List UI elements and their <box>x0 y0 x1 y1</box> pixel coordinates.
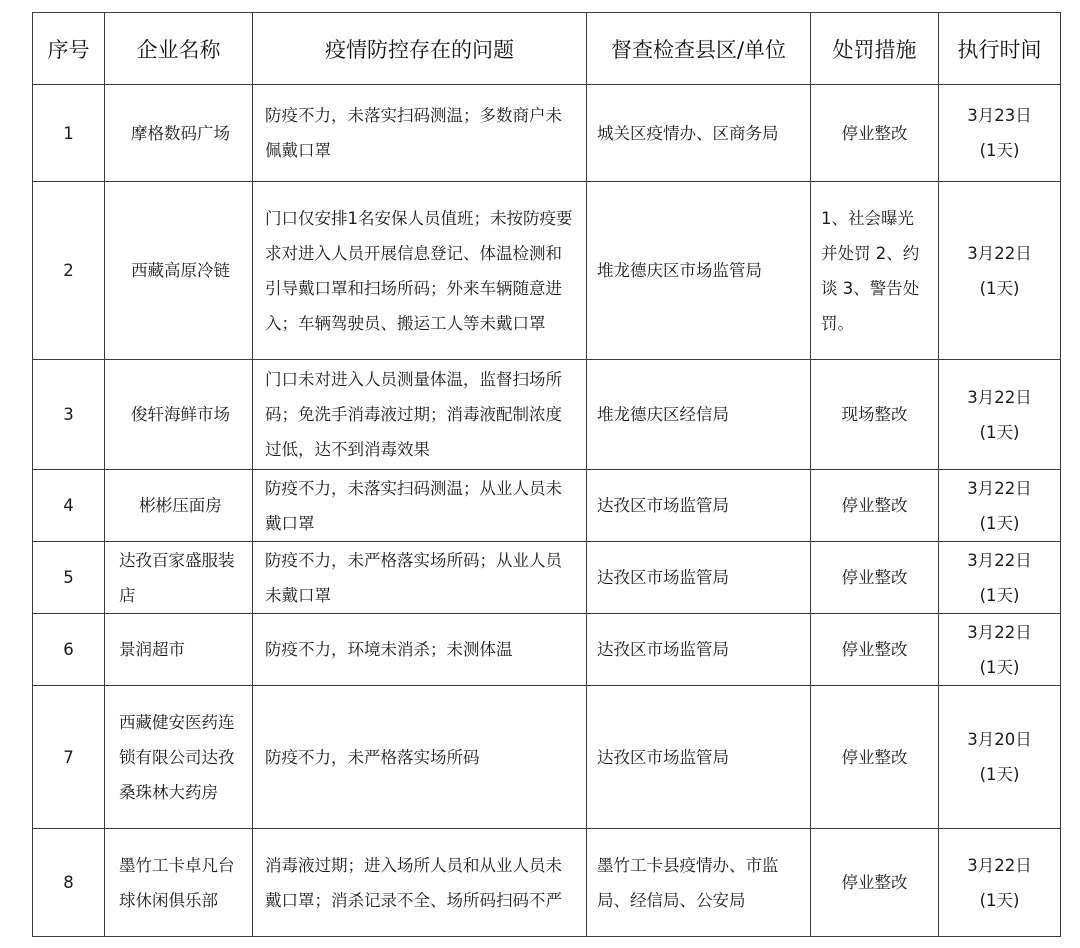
row-dept: 达孜区市场监管局 <box>587 614 811 686</box>
row-time <box>939 182 1061 360</box>
row-duration: (1天) <box>979 585 1020 605</box>
row-time <box>939 360 1061 470</box>
row-time <box>939 470 1061 542</box>
table-row <box>33 360 1061 470</box>
row-dept: 达孜区市场监管局 <box>587 542 811 614</box>
row-date: 3月22日 <box>967 243 1032 263</box>
row-dept: 达孜区市场监管局 <box>587 470 811 542</box>
row-issue: 防疫不力，环境未消杀；未测体温 <box>253 614 587 686</box>
row-dept: 墨竹工卡县疫情办、市监局、经信局、公安局 <box>587 829 811 937</box>
row-time <box>939 85 1061 182</box>
row-date: 3月22日 <box>967 622 1032 642</box>
header-company: 企业名称 <box>105 13 253 85</box>
table-row <box>33 182 1061 360</box>
row-no: 5 <box>33 542 105 614</box>
row-duration: (1天) <box>979 513 1020 533</box>
row-company: 俊轩海鲜市场 <box>105 360 253 470</box>
table-row <box>33 686 1061 829</box>
row-duration: (1天) <box>979 422 1020 442</box>
row-time <box>939 829 1061 937</box>
row-issue: 门口仅安排1名安保人员值班；未按防疫要求对进入人员开展信息登记、体温检测和引导戴口罩和扫场所码；外来车辆随意进入；车辆驾驶员、搬运工人等未戴口罩 <box>253 182 587 360</box>
row-company: 达孜百家盛服装店 <box>105 542 253 614</box>
row-penalty: 停业整改 <box>811 614 939 686</box>
row-company: 西藏健安医药连锁有限公司达孜桑珠林大药房 <box>105 686 253 829</box>
row-penalty: 停业整改 <box>811 686 939 829</box>
row-company: 景润超市 <box>105 614 253 686</box>
header-no: 序号 <box>33 13 105 85</box>
row-time <box>939 542 1061 614</box>
row-penalty: 停业整改 <box>811 470 939 542</box>
row-time <box>939 614 1061 686</box>
row-dept: 堆龙德庆区经信局 <box>587 360 811 470</box>
row-company: 西藏高原冷链 <box>105 182 253 360</box>
row-dept: 堆龙德庆区市场监管局 <box>587 182 811 360</box>
row-date: 3月20日 <box>967 730 1032 749</box>
row-issue: 门口未对进入人员测量体温，监督扫场所码；免洗手消毒液过期；消毒液配制浓度过低，达不到消毒效果 <box>253 360 587 470</box>
row-issue: 防疫不力，未严格落实场所码 <box>253 686 587 829</box>
row-penalty: 现场整改 <box>811 360 939 470</box>
row-no: 6 <box>33 614 105 686</box>
header-issue: 疫情防控存在的问题 <box>253 13 587 85</box>
header-time: 执行时间 <box>939 13 1061 85</box>
row-date: 3月22日 <box>967 387 1032 407</box>
row-company: 彬彬压面房 <box>105 470 253 542</box>
violations-table <box>32 12 1061 937</box>
table-row <box>33 85 1061 182</box>
row-company: 摩格数码广场 <box>105 85 253 182</box>
row-no: 8 <box>33 829 105 937</box>
row-penalty: 停业整改 <box>811 85 939 182</box>
row-issue: 防疫不力，未严格落实场所码；从业人员未戴口罩 <box>253 542 587 614</box>
row-issue: 消毒液过期；进入场所人员和从业人员未戴口罩；消杀记录不全、场所码扫码不严 <box>253 829 587 937</box>
row-dept: 城关区疫情办、区商务局 <box>587 85 811 182</box>
table-row <box>33 614 1061 686</box>
row-time <box>939 686 1061 829</box>
row-duration: (1天) <box>979 141 1020 160</box>
row-duration: (1天) <box>979 278 1020 298</box>
row-no: 7 <box>33 686 105 829</box>
row-date: 3月23日 <box>967 106 1032 125</box>
row-penalty: 停业整改 <box>811 542 939 614</box>
row-date: 3月22日 <box>967 478 1032 498</box>
row-no: 3 <box>33 360 105 470</box>
header-penalty: 处罚措施 <box>811 13 939 85</box>
row-date: 3月22日 <box>967 855 1032 875</box>
row-date: 3月22日 <box>967 550 1032 570</box>
header-row <box>33 13 1061 85</box>
row-issue: 防疫不力，未落实扫码测温；从业人员未戴口罩 <box>253 470 587 542</box>
row-penalty: 停业整改 <box>811 829 939 937</box>
header-dept: 督查检查县区/单位 <box>587 13 811 85</box>
table-row <box>33 829 1061 937</box>
row-company: 墨竹工卡卓凡台球休闲俱乐部 <box>105 829 253 937</box>
row-duration: (1天) <box>979 890 1020 910</box>
row-duration: (1天) <box>979 765 1020 784</box>
table-row <box>33 542 1061 614</box>
row-no: 1 <box>33 85 105 182</box>
row-no: 2 <box>33 182 105 360</box>
row-no: 4 <box>33 470 105 542</box>
row-issue: 防疫不力，未落实扫码测温；多数商户未佩戴口罩 <box>253 85 587 182</box>
row-penalty: 1、社会曝光并处罚 2、约谈 3、警告处罚。 <box>811 182 939 360</box>
table-row <box>33 470 1061 542</box>
row-duration: (1天) <box>979 657 1020 677</box>
row-dept: 达孜区市场监管局 <box>587 686 811 829</box>
